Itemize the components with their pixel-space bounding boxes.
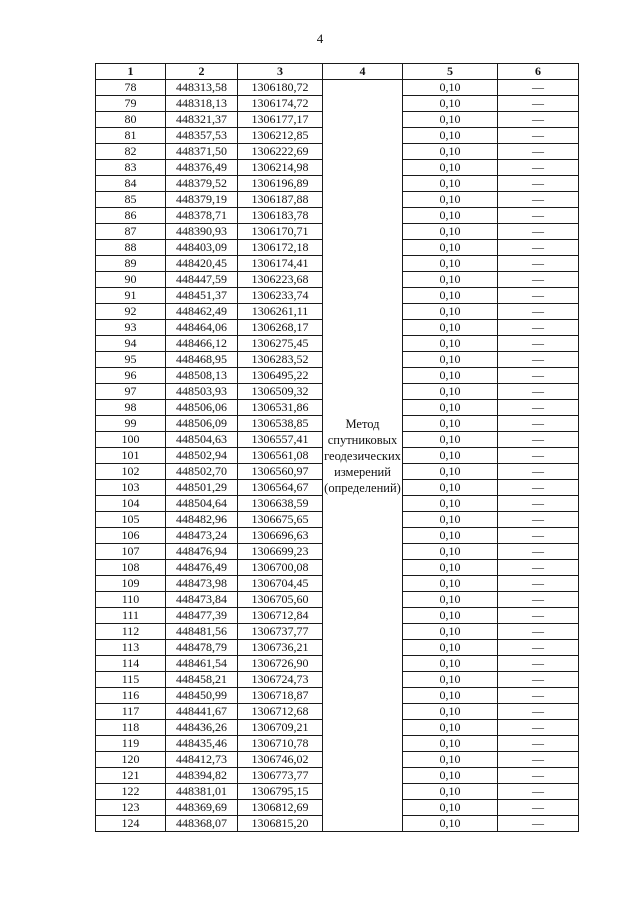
accuracy-cell: 0,10 — [403, 464, 498, 480]
x-coordinate-cell: 448436,26 — [166, 720, 238, 736]
x-coordinate-cell: 448503,93 — [166, 384, 238, 400]
accuracy-cell: 0,10 — [403, 688, 498, 704]
point-number-cell: 123 — [96, 800, 166, 816]
point-number-cell: 102 — [96, 464, 166, 480]
x-coordinate-cell: 448506,06 — [166, 400, 238, 416]
note-cell: — — [498, 128, 579, 144]
note-cell: — — [498, 80, 579, 96]
point-number-cell: 84 — [96, 176, 166, 192]
header-col-2: 2 — [166, 64, 238, 80]
point-number-cell: 100 — [96, 432, 166, 448]
note-cell: — — [498, 384, 579, 400]
point-number-cell: 120 — [96, 752, 166, 768]
note-cell: — — [498, 816, 579, 832]
point-number-cell: 91 — [96, 288, 166, 304]
y-coordinate-cell: 1306538,85 — [238, 416, 323, 432]
y-coordinate-cell: 1306726,90 — [238, 656, 323, 672]
x-coordinate-cell: 448447,59 — [166, 272, 238, 288]
y-coordinate-cell: 1306561,08 — [238, 448, 323, 464]
accuracy-cell: 0,10 — [403, 672, 498, 688]
note-cell: — — [498, 352, 579, 368]
x-coordinate-cell: 448481,56 — [166, 624, 238, 640]
x-coordinate-cell: 448420,45 — [166, 256, 238, 272]
point-number-cell: 103 — [96, 480, 166, 496]
point-number-cell: 87 — [96, 224, 166, 240]
accuracy-cell: 0,10 — [403, 336, 498, 352]
point-number-cell: 107 — [96, 544, 166, 560]
y-coordinate-cell: 1306233,74 — [238, 288, 323, 304]
x-coordinate-cell: 448506,09 — [166, 416, 238, 432]
y-coordinate-cell: 1306718,87 — [238, 688, 323, 704]
method-line: геодезических — [324, 448, 401, 463]
point-number-cell: 86 — [96, 208, 166, 224]
x-coordinate-cell: 448477,39 — [166, 608, 238, 624]
note-cell: — — [498, 608, 579, 624]
x-coordinate-cell: 448371,50 — [166, 144, 238, 160]
x-coordinate-cell: 448390,93 — [166, 224, 238, 240]
note-cell: — — [498, 672, 579, 688]
note-cell: — — [498, 544, 579, 560]
x-coordinate-cell: 448478,79 — [166, 640, 238, 656]
x-coordinate-cell: 448473,84 — [166, 592, 238, 608]
x-coordinate-cell: 448473,98 — [166, 576, 238, 592]
note-cell: — — [498, 400, 579, 416]
y-coordinate-cell: 1306700,08 — [238, 560, 323, 576]
accuracy-cell: 0,10 — [403, 368, 498, 384]
point-number-cell: 89 — [96, 256, 166, 272]
y-coordinate-cell: 1306268,17 — [238, 320, 323, 336]
point-number-cell: 105 — [96, 512, 166, 528]
note-cell: — — [498, 736, 579, 752]
note-cell: — — [498, 288, 579, 304]
y-coordinate-cell: 1306712,84 — [238, 608, 323, 624]
point-number-cell: 110 — [96, 592, 166, 608]
accuracy-cell: 0,10 — [403, 192, 498, 208]
point-number-cell: 81 — [96, 128, 166, 144]
y-coordinate-cell: 1306275,45 — [238, 336, 323, 352]
accuracy-cell: 0,10 — [403, 480, 498, 496]
note-cell: — — [498, 96, 579, 112]
x-coordinate-cell: 448458,21 — [166, 672, 238, 688]
y-coordinate-cell: 1306773,77 — [238, 768, 323, 784]
y-coordinate-cell: 1306696,63 — [238, 528, 323, 544]
note-cell: — — [498, 512, 579, 528]
point-number-cell: 113 — [96, 640, 166, 656]
y-coordinate-cell: 1306710,78 — [238, 736, 323, 752]
point-number-cell: 92 — [96, 304, 166, 320]
accuracy-cell: 0,10 — [403, 240, 498, 256]
note-cell: — — [498, 528, 579, 544]
x-coordinate-cell: 448357,53 — [166, 128, 238, 144]
note-cell: — — [498, 144, 579, 160]
x-coordinate-cell: 448313,58 — [166, 80, 238, 96]
accuracy-cell: 0,10 — [403, 816, 498, 832]
point-number-cell: 111 — [96, 608, 166, 624]
y-coordinate-cell: 1306187,88 — [238, 192, 323, 208]
y-coordinate-cell: 1306704,45 — [238, 576, 323, 592]
accuracy-cell: 0,10 — [403, 208, 498, 224]
y-coordinate-cell: 1306283,52 — [238, 352, 323, 368]
note-cell: — — [498, 320, 579, 336]
note-cell: — — [498, 304, 579, 320]
y-coordinate-cell: 1306495,22 — [238, 368, 323, 384]
point-number-cell: 119 — [96, 736, 166, 752]
accuracy-cell: 0,10 — [403, 224, 498, 240]
accuracy-cell: 0,10 — [403, 432, 498, 448]
y-coordinate-cell: 1306557,41 — [238, 432, 323, 448]
y-coordinate-cell: 1306638,59 — [238, 496, 323, 512]
accuracy-cell: 0,10 — [403, 544, 498, 560]
note-cell: — — [498, 160, 579, 176]
header-col-5: 5 — [403, 64, 498, 80]
note-cell: — — [498, 432, 579, 448]
x-coordinate-cell: 448462,49 — [166, 304, 238, 320]
header-col-1: 1 — [96, 64, 166, 80]
accuracy-cell: 0,10 — [403, 144, 498, 160]
note-cell: — — [498, 336, 579, 352]
point-number-cell: 88 — [96, 240, 166, 256]
y-coordinate-cell: 1306174,72 — [238, 96, 323, 112]
x-coordinate-cell: 448466,12 — [166, 336, 238, 352]
y-coordinate-cell: 1306222,69 — [238, 144, 323, 160]
y-coordinate-cell: 1306737,77 — [238, 624, 323, 640]
y-coordinate-cell: 1306675,65 — [238, 512, 323, 528]
point-number-cell: 121 — [96, 768, 166, 784]
accuracy-cell: 0,10 — [403, 112, 498, 128]
note-cell: — — [498, 272, 579, 288]
point-number-cell: 99 — [96, 416, 166, 432]
table-row — [96, 80, 579, 96]
accuracy-cell: 0,10 — [403, 608, 498, 624]
accuracy-cell: 0,10 — [403, 320, 498, 336]
point-number-cell: 98 — [96, 400, 166, 416]
table-body — [96, 80, 579, 832]
x-coordinate-cell: 448504,63 — [166, 432, 238, 448]
point-number-cell: 101 — [96, 448, 166, 464]
x-coordinate-cell: 448461,54 — [166, 656, 238, 672]
y-coordinate-cell: 1306177,17 — [238, 112, 323, 128]
y-coordinate-cell: 1306196,89 — [238, 176, 323, 192]
accuracy-cell: 0,10 — [403, 800, 498, 816]
y-coordinate-cell: 1306212,85 — [238, 128, 323, 144]
note-cell: — — [498, 112, 579, 128]
point-number-cell: 94 — [96, 336, 166, 352]
accuracy-cell: 0,10 — [403, 528, 498, 544]
point-number-cell: 109 — [96, 576, 166, 592]
y-coordinate-cell: 1306709,21 — [238, 720, 323, 736]
accuracy-cell: 0,10 — [403, 784, 498, 800]
method-line: спутниковых — [327, 432, 398, 447]
note-cell: — — [498, 496, 579, 512]
accuracy-cell: 0,10 — [403, 752, 498, 768]
note-cell: — — [498, 752, 579, 768]
x-coordinate-cell: 448450,99 — [166, 688, 238, 704]
note-cell: — — [498, 592, 579, 608]
point-number-cell: 104 — [96, 496, 166, 512]
y-coordinate-cell: 1306815,20 — [238, 816, 323, 832]
x-coordinate-cell: 448368,07 — [166, 816, 238, 832]
method-line: измерений — [334, 464, 391, 479]
header-col-4: 4 — [323, 64, 403, 80]
note-cell: — — [498, 416, 579, 432]
point-number-cell: 97 — [96, 384, 166, 400]
accuracy-cell: 0,10 — [403, 384, 498, 400]
point-number-cell: 116 — [96, 688, 166, 704]
y-coordinate-cell: 1306699,23 — [238, 544, 323, 560]
x-coordinate-cell: 448379,52 — [166, 176, 238, 192]
accuracy-cell: 0,10 — [403, 304, 498, 320]
header-col-6: 6 — [498, 64, 579, 80]
x-coordinate-cell: 448412,73 — [166, 752, 238, 768]
accuracy-cell: 0,10 — [403, 496, 498, 512]
x-coordinate-cell: 448318,13 — [166, 96, 238, 112]
point-number-cell: 118 — [96, 720, 166, 736]
point-number-cell: 115 — [96, 672, 166, 688]
point-number-cell: 96 — [96, 368, 166, 384]
accuracy-cell: 0,10 — [403, 272, 498, 288]
note-cell: — — [498, 800, 579, 816]
note-cell: — — [498, 464, 579, 480]
accuracy-cell: 0,10 — [403, 352, 498, 368]
point-number-cell: 95 — [96, 352, 166, 368]
accuracy-cell: 0,10 — [403, 288, 498, 304]
note-cell: — — [498, 448, 579, 464]
point-number-cell: 114 — [96, 656, 166, 672]
accuracy-cell: 0,10 — [403, 768, 498, 784]
point-number-cell: 85 — [96, 192, 166, 208]
accuracy-cell: 0,10 — [403, 560, 498, 576]
y-coordinate-cell: 1306223,68 — [238, 272, 323, 288]
note-cell: — — [498, 368, 579, 384]
point-number-cell: 106 — [96, 528, 166, 544]
accuracy-cell: 0,10 — [403, 512, 498, 528]
accuracy-cell: 0,10 — [403, 448, 498, 464]
method-cell — [323, 80, 403, 832]
note-cell: — — [498, 704, 579, 720]
accuracy-cell: 0,10 — [403, 176, 498, 192]
x-coordinate-cell: 448473,24 — [166, 528, 238, 544]
note-cell: — — [498, 224, 579, 240]
note-cell: — — [498, 560, 579, 576]
accuracy-cell: 0,10 — [403, 80, 498, 96]
accuracy-cell: 0,10 — [403, 256, 498, 272]
note-cell: — — [498, 720, 579, 736]
x-coordinate-cell: 448476,49 — [166, 560, 238, 576]
accuracy-cell: 0,10 — [403, 128, 498, 144]
point-number-cell: 90 — [96, 272, 166, 288]
point-number-cell: 112 — [96, 624, 166, 640]
x-coordinate-cell: 448504,64 — [166, 496, 238, 512]
accuracy-cell: 0,10 — [403, 656, 498, 672]
point-number-cell: 117 — [96, 704, 166, 720]
header-col-3: 3 — [238, 64, 323, 80]
y-coordinate-cell: 1306183,78 — [238, 208, 323, 224]
point-number-cell: 93 — [96, 320, 166, 336]
x-coordinate-cell: 448376,49 — [166, 160, 238, 176]
x-coordinate-cell: 448321,37 — [166, 112, 238, 128]
note-cell: — — [498, 576, 579, 592]
coordinates-table — [95, 63, 579, 832]
note-cell: — — [498, 688, 579, 704]
note-cell: — — [498, 784, 579, 800]
x-coordinate-cell: 448378,71 — [166, 208, 238, 224]
y-coordinate-cell: 1306531,86 — [238, 400, 323, 416]
table-header — [96, 64, 579, 80]
y-coordinate-cell: 1306795,15 — [238, 784, 323, 800]
x-coordinate-cell: 448435,46 — [166, 736, 238, 752]
accuracy-cell: 0,10 — [403, 720, 498, 736]
x-coordinate-cell: 448464,06 — [166, 320, 238, 336]
y-coordinate-cell: 1306736,21 — [238, 640, 323, 656]
point-number-cell: 122 — [96, 784, 166, 800]
note-cell: — — [498, 656, 579, 672]
y-coordinate-cell: 1306174,41 — [238, 256, 323, 272]
y-coordinate-cell: 1306170,71 — [238, 224, 323, 240]
header-row — [96, 64, 579, 80]
y-coordinate-cell: 1306712,68 — [238, 704, 323, 720]
accuracy-cell: 0,10 — [403, 576, 498, 592]
y-coordinate-cell: 1306180,72 — [238, 80, 323, 96]
x-coordinate-cell: 448502,94 — [166, 448, 238, 464]
x-coordinate-cell: 448441,67 — [166, 704, 238, 720]
y-coordinate-cell: 1306509,32 — [238, 384, 323, 400]
note-cell: — — [498, 208, 579, 224]
point-number-cell: 83 — [96, 160, 166, 176]
point-number-cell: 78 — [96, 80, 166, 96]
y-coordinate-cell: 1306564,67 — [238, 480, 323, 496]
x-coordinate-cell: 448379,19 — [166, 192, 238, 208]
page-number: 4 — [316, 31, 324, 46]
accuracy-cell: 0,10 — [403, 704, 498, 720]
note-cell: — — [498, 256, 579, 272]
point-number-cell: 80 — [96, 112, 166, 128]
x-coordinate-cell: 448508,13 — [166, 368, 238, 384]
x-coordinate-cell: 448468,95 — [166, 352, 238, 368]
x-coordinate-cell: 448482,96 — [166, 512, 238, 528]
x-coordinate-cell: 448369,69 — [166, 800, 238, 816]
accuracy-cell: 0,10 — [403, 640, 498, 656]
y-coordinate-cell: 1306172,18 — [238, 240, 323, 256]
note-cell: — — [498, 480, 579, 496]
accuracy-cell: 0,10 — [403, 736, 498, 752]
x-coordinate-cell: 448501,29 — [166, 480, 238, 496]
note-cell: — — [498, 624, 579, 640]
accuracy-cell: 0,10 — [403, 400, 498, 416]
note-cell: — — [498, 768, 579, 784]
y-coordinate-cell: 1306261,11 — [238, 304, 323, 320]
accuracy-cell: 0,10 — [403, 96, 498, 112]
point-number-cell: 108 — [96, 560, 166, 576]
note-cell: — — [498, 192, 579, 208]
accuracy-cell: 0,10 — [403, 416, 498, 432]
y-coordinate-cell: 1306812,69 — [238, 800, 323, 816]
method-line: (определений) — [324, 480, 401, 495]
x-coordinate-cell: 448403,09 — [166, 240, 238, 256]
y-coordinate-cell: 1306724,73 — [238, 672, 323, 688]
point-number-cell: 124 — [96, 816, 166, 832]
point-number-cell: 79 — [96, 96, 166, 112]
method-line: Метод — [345, 416, 380, 431]
note-cell: — — [498, 176, 579, 192]
y-coordinate-cell: 1306705,60 — [238, 592, 323, 608]
x-coordinate-cell: 448502,70 — [166, 464, 238, 480]
y-coordinate-cell: 1306214,98 — [238, 160, 323, 176]
accuracy-cell: 0,10 — [403, 160, 498, 176]
x-coordinate-cell: 448476,94 — [166, 544, 238, 560]
x-coordinate-cell: 448381,01 — [166, 784, 238, 800]
point-number-cell: 82 — [96, 144, 166, 160]
y-coordinate-cell: 1306746,02 — [238, 752, 323, 768]
y-coordinate-cell: 1306560,97 — [238, 464, 323, 480]
x-coordinate-cell: 448451,37 — [166, 288, 238, 304]
note-cell: — — [498, 640, 579, 656]
x-coordinate-cell: 448394,82 — [166, 768, 238, 784]
accuracy-cell: 0,10 — [403, 592, 498, 608]
accuracy-cell: 0,10 — [403, 624, 498, 640]
note-cell: — — [498, 240, 579, 256]
